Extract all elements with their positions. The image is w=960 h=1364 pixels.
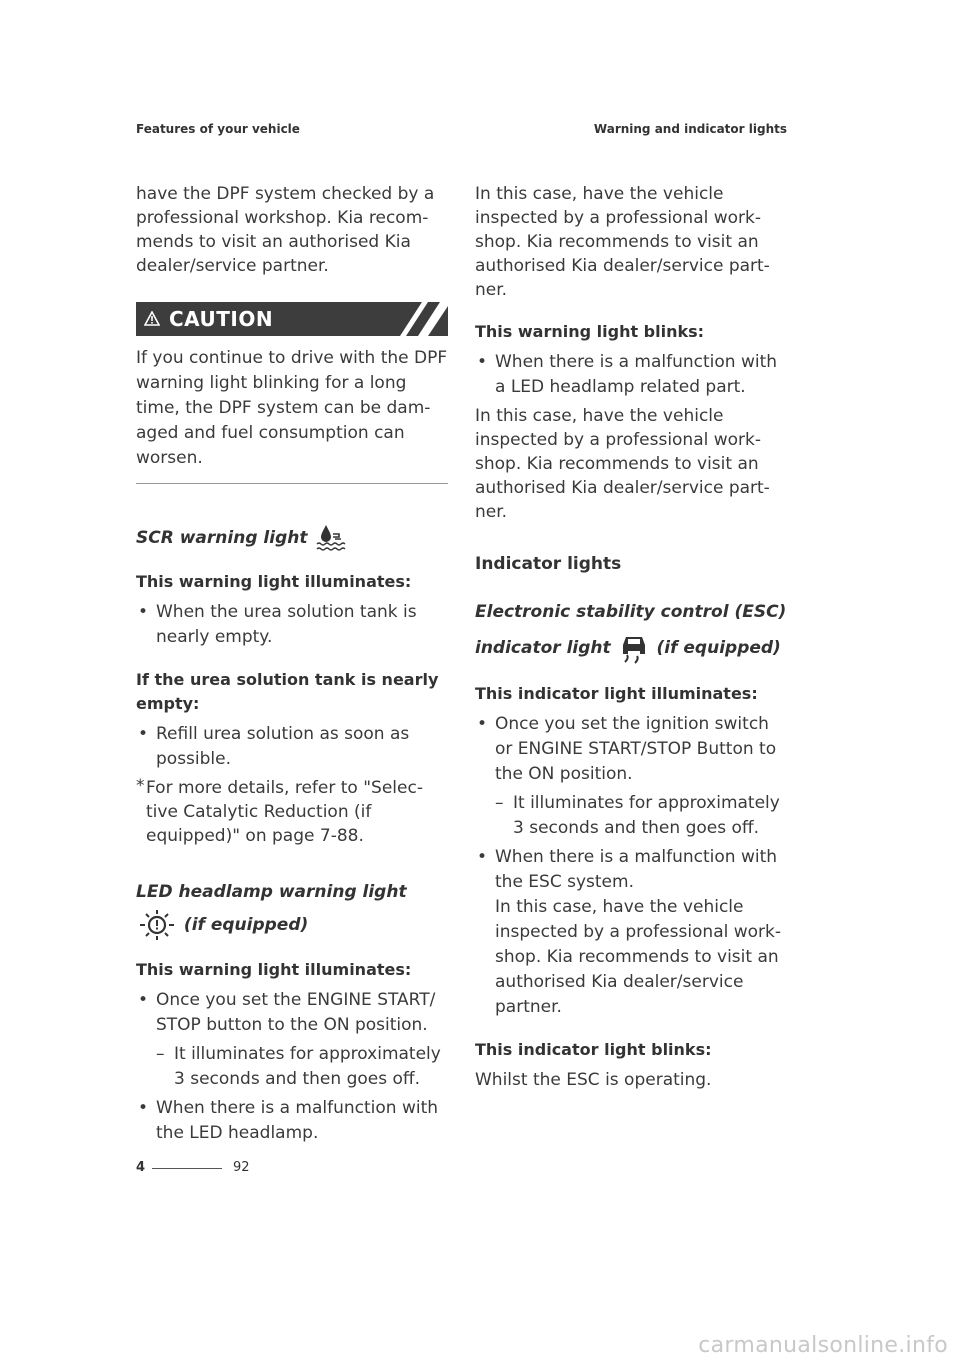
list-item: • When there is a malfunction with the LED headlamp. — [136, 1096, 448, 1146]
led-continuation-text: In this case, have the vehicle inspected by a professional work-shop. Kia recommends to visit an authorised Kia dealer/service part-ner. — [475, 184, 770, 300]
list-item: • Refill urea solution as soon as possible. — [136, 722, 448, 772]
dpf-continuation-text: have the DPF system checked by a professional workshop. Kia recom-mends to visit an authorised Kia dealer/service partner. — [136, 184, 435, 276]
running-header-section: Features of your vehicle — [136, 122, 300, 136]
list-subitem: – It illuminates for approximately 3 seconds and then goes off. — [136, 1042, 448, 1092]
urea-drop-icon — [313, 523, 347, 553]
list-item: • When there is a malfunction with a LED headlamp related part. — [475, 350, 787, 400]
scr-empty-heading: If the urea solution tank is nearly empty: — [136, 670, 439, 713]
led-blinks-heading: This warning light blinks: — [475, 322, 705, 341]
indicator-lights-heading: Indicator lights — [475, 554, 622, 574]
list-item: • When the urea solution tank is nearly empty. — [136, 600, 448, 650]
caution-stripes — [388, 302, 448, 336]
running-header-topic: Warning and indicator lights — [593, 122, 787, 136]
esc-car-skid-icon — [617, 631, 651, 665]
footer-divider — [152, 1168, 222, 1169]
led-section-title — [136, 876, 448, 942]
list-item — [475, 845, 787, 1020]
esc-bullet-2-text: When there is a malfunction with the ESC system. — [495, 847, 778, 892]
scr-title-text: SCR warning light — [136, 528, 308, 548]
caution-divider — [136, 483, 448, 484]
scr-section-title — [136, 522, 448, 554]
esc-blinks-heading: This indicator light blinks: — [475, 1040, 712, 1059]
footnote-text: For more details, refer to "Selec-tive Catalytic Reduction (if equipped)" on page 7-88. — [146, 778, 423, 846]
led-title-suffix: (if equipped) — [183, 915, 309, 935]
scr-reference-note — [136, 776, 448, 848]
led-title-text: LED headlamp warning light — [136, 882, 407, 902]
right-column — [475, 182, 787, 1092]
esc-title-suffix: (if equipped) — [656, 638, 781, 658]
warning-triangle-icon — [144, 311, 160, 326]
caution-banner — [136, 302, 448, 336]
list-subitem: – It illuminates for approximately 3 seconds and then goes off. — [475, 791, 787, 841]
list-item: • Once you set the ENGINE START/ STOP button to the ON position. — [136, 988, 448, 1038]
list-item: • Once you set the ignition switch or ENGINE START/STOP Button to the ON position. — [475, 712, 787, 787]
esc-title-line-1: Electronic stability control (ESC) — [475, 602, 787, 622]
esc-blinks-text: Whilst the ESC is operating. — [475, 1070, 712, 1090]
esc-bullet-2-continuation: In this case, have the vehicle inspected by a professional work-shop. Kia recommends to visit an authorised Kia dealer/service partner. — [495, 897, 782, 1017]
esc-title-line-2: indicator light — [475, 638, 611, 658]
scr-illuminates-heading: This warning light illuminates: — [136, 572, 412, 591]
led-blink-continuation-text: In this case, have the vehicle inspected by a professional work-shop. Kia recommends to visit an authorised Kia dealer/service part-ner. — [475, 406, 770, 522]
caution-title: CAUTION — [169, 307, 274, 331]
led-illuminates-heading: This warning light illuminates: — [136, 960, 412, 979]
left-column — [136, 182, 448, 1150]
page-number: 92 — [233, 1160, 250, 1175]
esc-section-title — [475, 594, 787, 666]
headlamp-warning-icon — [136, 908, 178, 942]
caution-body-text: If you continue to drive with the DPF warning light blinking for a long time, the DPF system can be dam-aged and fuel consumption can worsen. — [136, 348, 448, 468]
esc-illuminates-heading: This indicator light illuminates: — [475, 684, 758, 703]
watermark: carmanualsonline.info — [698, 1333, 948, 1358]
chapter-number: 4 — [136, 1160, 146, 1175]
footnote-asterisk: * — [136, 776, 145, 796]
